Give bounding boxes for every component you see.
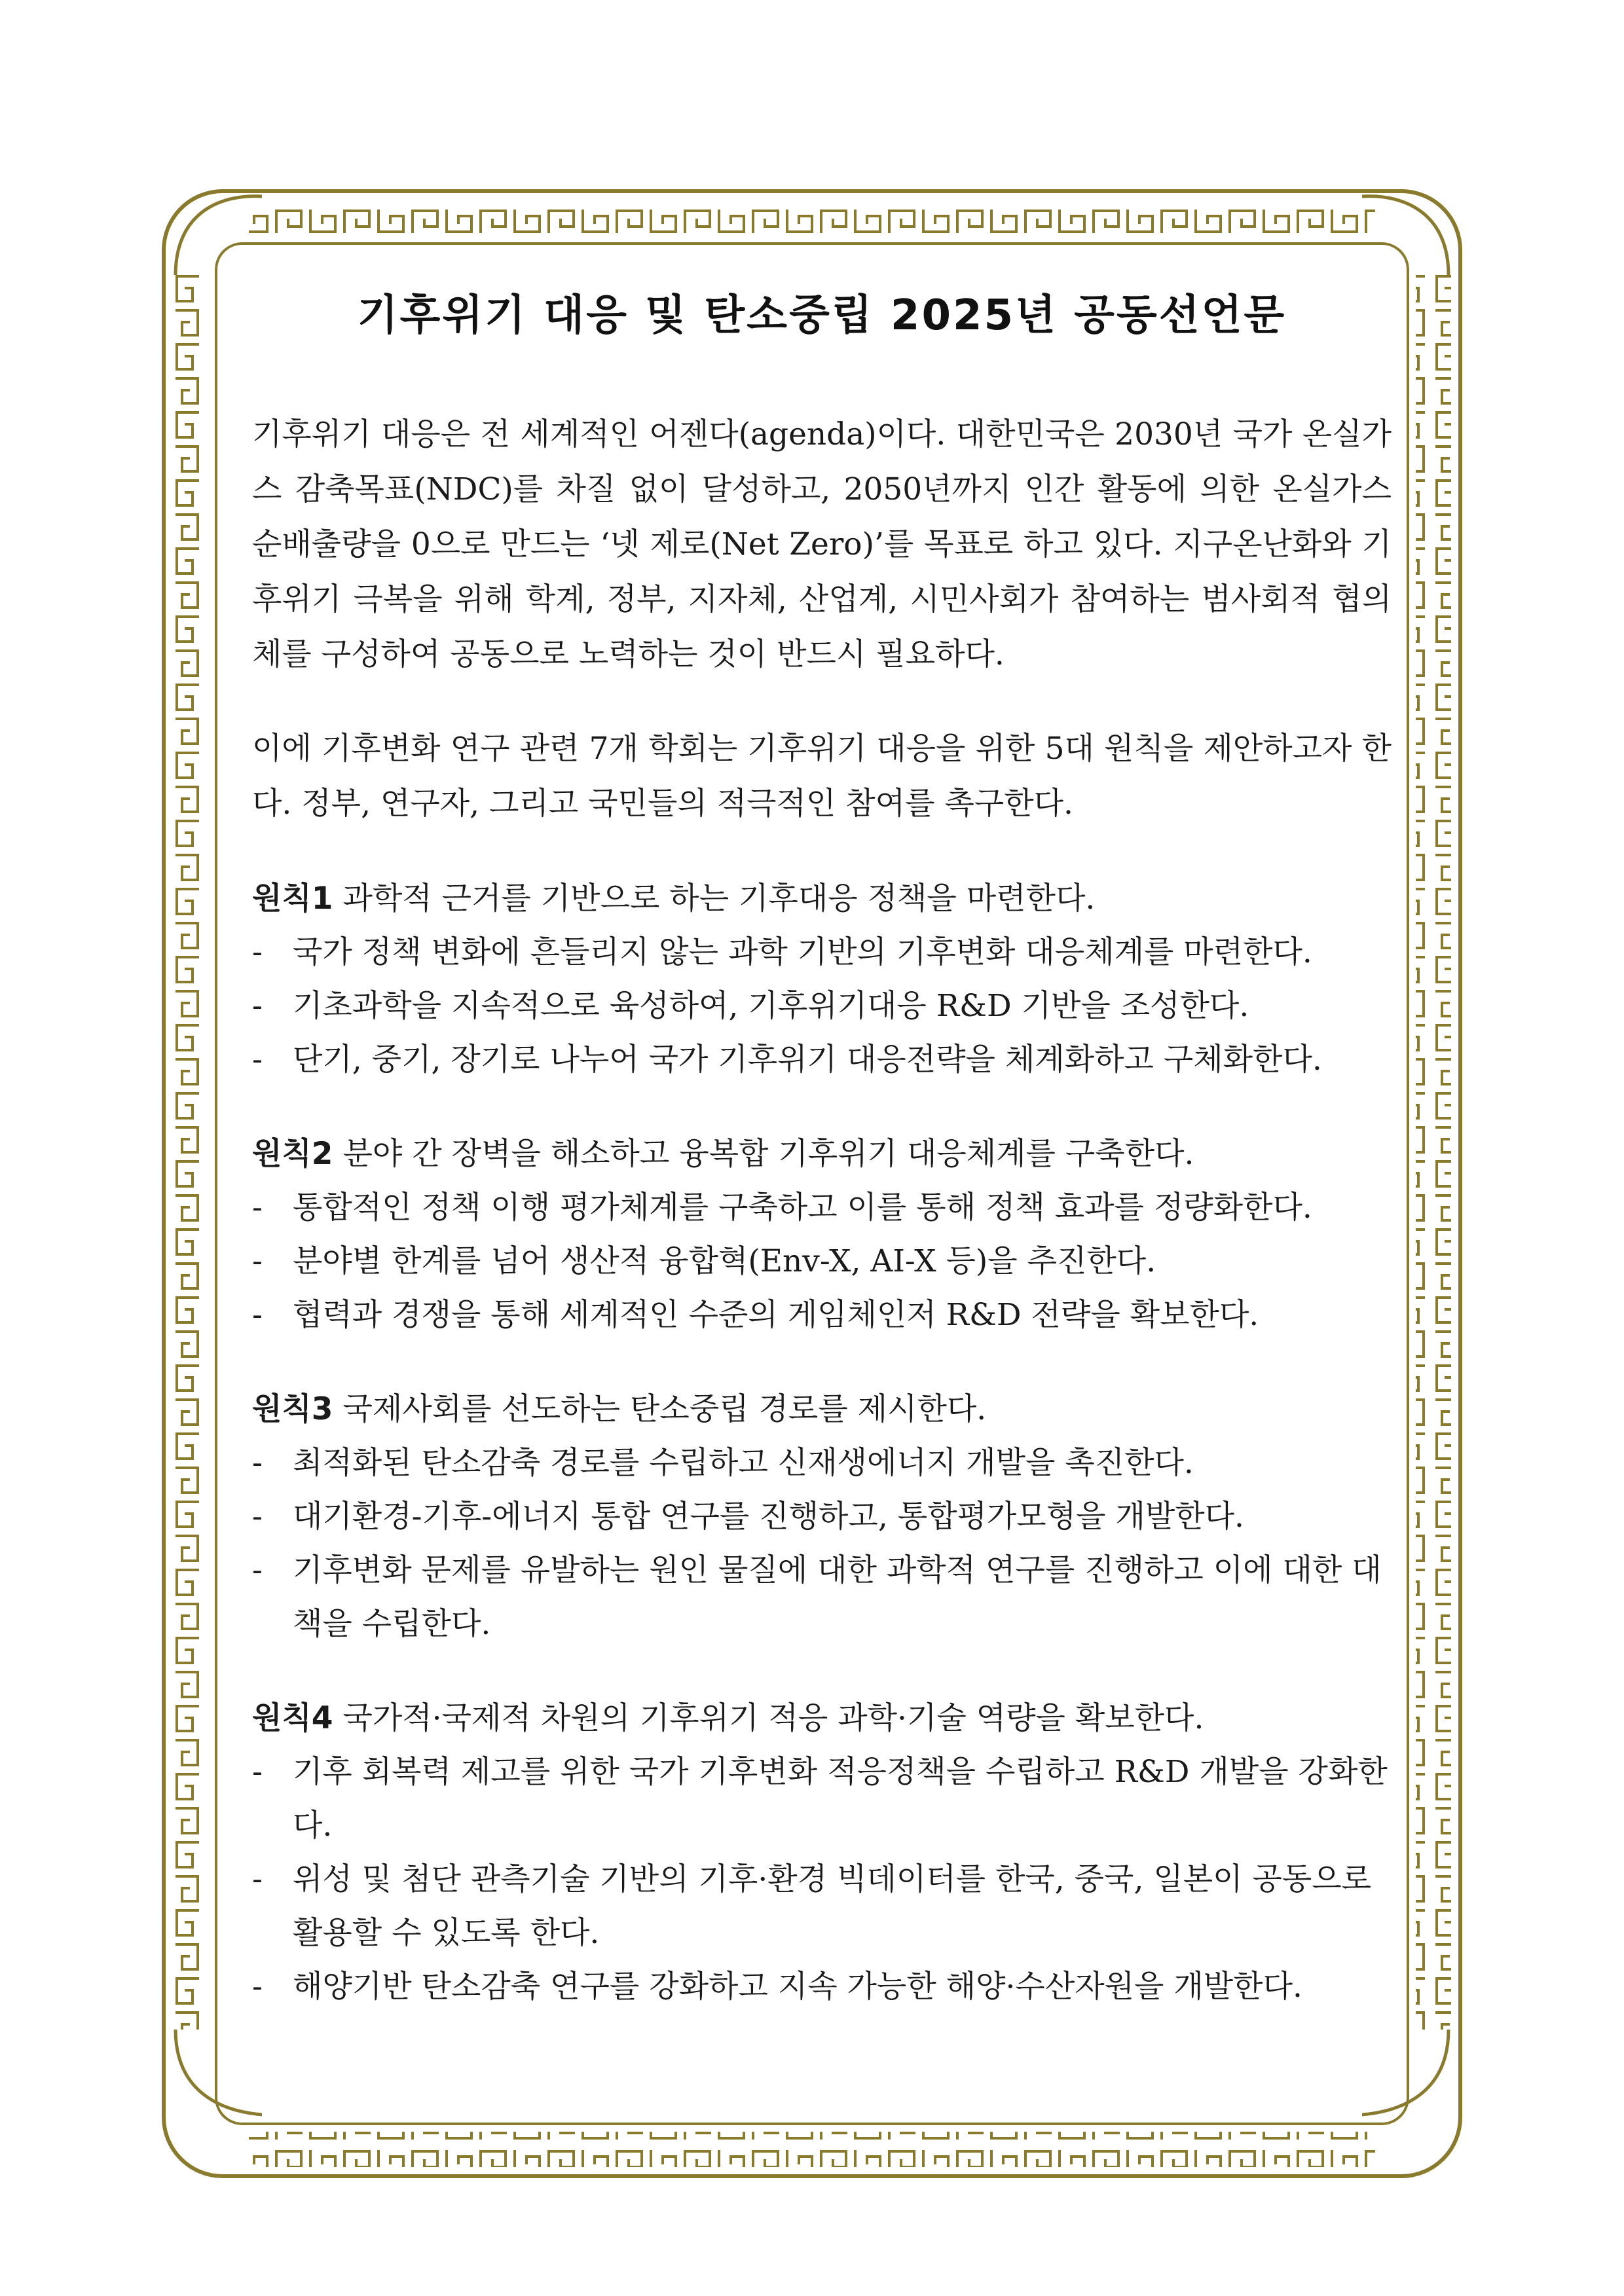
dash-marker: -	[252, 1861, 263, 1897]
principle-item-list	[252, 926, 1392, 1087]
document-title: 기후위기 대응 및 탄소중립 2025년 공동선언문	[357, 291, 1287, 340]
dash-marker: -	[252, 934, 263, 970]
principle-item	[252, 1960, 1392, 2014]
dash-marker: -	[252, 1499, 263, 1535]
principle-title: 국제사회를 선도하는 탄소중립 경로를 제시한다.	[342, 1391, 987, 1427]
dash-marker: -	[252, 1042, 263, 1078]
dash-marker: -	[252, 1754, 263, 1790]
principle-item-text: 통합적인 정책 이행 평가체계를 구축하고 이를 통해 정책 효과를 정량화한다.	[293, 1190, 1312, 1226]
principle-4	[252, 1692, 1392, 2014]
principle-heading	[252, 1383, 1392, 1436]
principle-title: 분야 간 장벽을 해소하고 융복합 기후위기 대응체계를 구축한다.	[342, 1136, 1194, 1172]
principle-item-text: 국가 정책 변화에 흔들리지 않는 과학 기반의 기후변화 대응체계를 마련한다.	[293, 934, 1312, 970]
principle-item	[252, 979, 1392, 1033]
declaration-body	[252, 282, 1392, 2014]
principle-item-list	[252, 1181, 1392, 1342]
principle-item-text: 단기, 중기, 장기로 나누어 국가 기후위기 대응전략을 체계화하고 구체화한다.	[293, 1042, 1322, 1078]
principle-item	[252, 1033, 1392, 1087]
principle-item	[252, 1490, 1392, 1544]
principle-item-text: 기후변화 문제를 유발하는 원인 물질에 대한 과학적 연구를 진행하고 이에 대한 대책을 수립한다.	[293, 1552, 1382, 1642]
principle-label: 원칙1	[252, 881, 333, 917]
principle-heading	[252, 1127, 1392, 1181]
principle-item-text: 최적화된 탄소감축 경로를 수립하고 신재생에너지 개발을 촉진한다.	[293, 1445, 1194, 1481]
principle-item	[252, 1235, 1392, 1288]
principle-item-text: 기후 회복력 제고를 위한 국가 기후변화 적응정책을 수립하고 R&D 개발을 강화한다.	[293, 1754, 1388, 1844]
dash-marker: -	[252, 1190, 263, 1226]
principle-3	[252, 1383, 1392, 1651]
principle-heading	[252, 1692, 1392, 1745]
principle-item	[252, 1436, 1392, 1490]
principle-item-text: 대기환경-기후-에너지 통합 연구를 진행하고, 통합평가모형을 개발한다.	[293, 1499, 1244, 1535]
principle-item-text: 분야별 한계를 넘어 생산적 융합혁(Env-X, AI-X 등)을 추진한다.	[293, 1243, 1156, 1279]
principle-item	[252, 1544, 1392, 1651]
principle-item-list	[252, 1436, 1392, 1651]
dash-marker: -	[252, 1297, 263, 1333]
dash-marker: -	[252, 1969, 263, 2005]
principle-label: 원칙4	[252, 1700, 333, 1736]
principle-label: 원칙3	[252, 1391, 333, 1427]
dash-marker: -	[252, 1243, 263, 1279]
dash-marker: -	[252, 1445, 263, 1481]
principle-item-text: 협력과 경쟁을 통해 세계적인 수준의 게임체인저 R&D 전략을 확보한다.	[293, 1297, 1259, 1333]
principle-item-text: 해양기반 탄소감축 연구를 강화하고 지속 가능한 해양·수산자원을 개발한다.	[293, 1969, 1302, 2005]
dash-marker: -	[252, 1552, 263, 1588]
principle-heading	[252, 872, 1392, 926]
principle-title: 과학적 근거를 기반으로 하는 기후대응 정책을 마련한다.	[342, 881, 1096, 917]
principle-item-list	[252, 1745, 1392, 2014]
principle-item	[252, 926, 1392, 979]
intro-paragraph-1: 기후위기 대응은 전 세계적인 어젠다(agenda)이다. 대한민국은 2030년 국가 온실가스 감축목표(NDC)를 차질 없이 달성하고, 2050년까지 인간 활동에 의한 온실가스 순배출량을 0으로 만드는 ‘넷 제로(Net Zero)’를 목표로 하고 있다. 지구온난화와 기후위기 극복을 위해 학계, 정부, 지자체, 산업계, 시민사회가 참여하는 범사회적 협의체를 구성하여 공동으로 노력하는 것이 반드시 필요하다.	[252, 416, 1392, 672]
principle-item-text: 기초과학을 지속적으로 육성하여, 기후위기대응 R&D 기반을 조성한다.	[293, 988, 1249, 1024]
principle-item	[252, 1181, 1392, 1235]
principle-label: 원칙2	[252, 1136, 333, 1172]
principle-item	[252, 1745, 1392, 1853]
intro-paragraph-2: 이에 기후변화 연구 관련 7개 학회는 기후위기 대응을 위한 5대 원칙을 제안하고자 한다. 정부, 연구자, 그리고 국민들의 적극적인 참여를 촉구한다.	[252, 731, 1392, 822]
principle-item-text: 위성 및 첨단 관측기술 기반의 기후·환경 빅데이터를 한국, 중국, 일본이 공동으로 활용할 수 있도록 한다.	[293, 1861, 1372, 1951]
principle-item	[252, 1288, 1392, 1342]
principle-1	[252, 872, 1392, 1087]
principle-2	[252, 1127, 1392, 1342]
principle-item	[252, 1853, 1392, 1960]
dash-marker: -	[252, 988, 263, 1024]
principle-title: 국가적·국제적 차원의 기후위기 적응 과학·기술 역량을 확보한다.	[342, 1700, 1204, 1736]
